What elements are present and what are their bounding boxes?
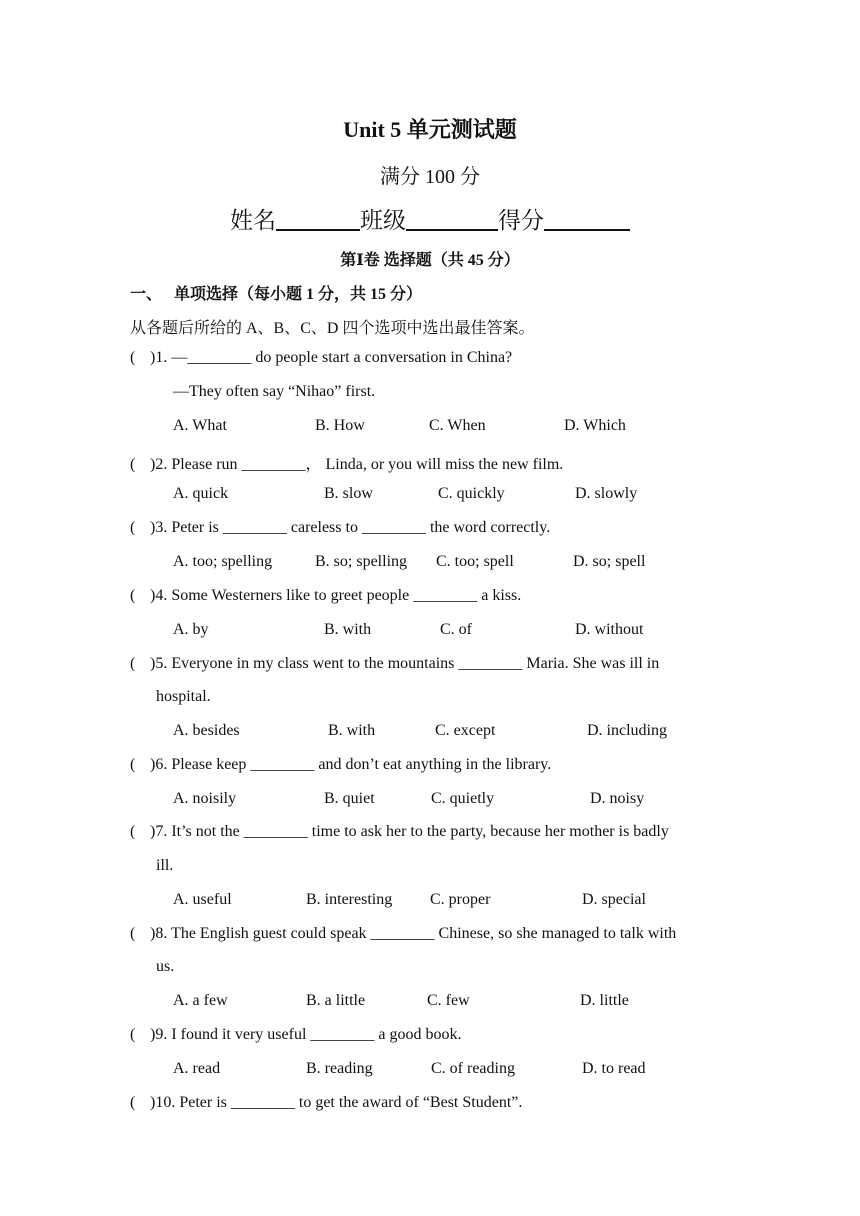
option-b[interactable]: B. with xyxy=(324,621,372,638)
option-b[interactable]: B. a little xyxy=(306,992,366,1009)
option-b[interactable]: B. How xyxy=(315,417,365,434)
option-d[interactable]: D. slowly xyxy=(575,485,638,502)
name-label: 姓名 xyxy=(230,208,276,233)
class-blank[interactable] xyxy=(406,207,498,231)
option-a[interactable]: A. a few xyxy=(173,992,228,1009)
answer-paren[interactable]: ( xyxy=(130,1026,136,1043)
option-a[interactable]: A. useful xyxy=(173,891,232,908)
answer-paren[interactable]: ( xyxy=(130,349,136,366)
question-stem: )1. —________ do people start a conversation in China? xyxy=(150,349,513,366)
question-stem: )5. Everyone in my class went to the mountains ________ Maria. She was ill in xyxy=(150,655,660,672)
option-a[interactable]: A. read xyxy=(173,1060,221,1077)
option-d[interactable]: D. noisy xyxy=(590,790,645,807)
question-stem: )6. Please keep ________ and don’t eat anything in the library. xyxy=(150,756,552,773)
option-c[interactable]: C. quietly xyxy=(431,790,495,807)
student-info-line xyxy=(0,202,860,235)
score-blank[interactable] xyxy=(544,207,630,231)
option-d[interactable]: D. without xyxy=(575,621,644,638)
option-a[interactable]: A. quick xyxy=(173,485,229,502)
question-7 xyxy=(130,823,669,841)
option-a[interactable]: A. too; spelling xyxy=(173,553,273,570)
option-c[interactable]: C. quickly xyxy=(438,485,505,502)
question-continuation: us. xyxy=(156,958,175,975)
section-number: 一、 xyxy=(130,286,163,303)
option-a[interactable]: A. besides xyxy=(173,722,240,739)
option-a[interactable]: A. by xyxy=(173,621,209,638)
question-3 xyxy=(130,519,550,537)
option-c[interactable]: C. except xyxy=(435,722,496,739)
answer-paren[interactable]: ( xyxy=(130,456,136,473)
question-stem: )3. Peter is ________ careless to ________ the word correctly. xyxy=(150,519,551,536)
question-continuation: ill. xyxy=(156,857,174,874)
option-c[interactable]: C. When xyxy=(429,417,486,434)
question-5 xyxy=(130,655,659,673)
exam-title: Unit 5 单元测试题 xyxy=(343,117,517,142)
option-a[interactable]: A. What xyxy=(173,417,227,434)
question-stem: )7. It’s not the ________ time to ask her to the party, because her mother is badly xyxy=(150,823,669,840)
question-10 xyxy=(130,1094,522,1112)
question-stem: )4. Some Westerners like to greet people ________ a kiss. xyxy=(150,587,522,604)
answer-paren[interactable]: ( xyxy=(130,587,136,604)
question-stem: )2. Please run ________， Linda, or you will miss the new film. xyxy=(150,456,564,473)
option-b[interactable]: B. so; spelling xyxy=(315,553,408,570)
question-stem: )10. Peter is ________ to get the award of “Best Student”. xyxy=(150,1094,523,1111)
answer-paren[interactable]: ( xyxy=(130,1094,136,1111)
question-6 xyxy=(130,756,551,774)
answer-paren[interactable]: ( xyxy=(130,756,136,773)
option-b[interactable]: B. reading xyxy=(306,1060,373,1077)
option-b[interactable]: B. slow xyxy=(324,485,373,502)
question-1 xyxy=(130,349,512,367)
section-title: 单项选择（每小题 1 分，共 15 分） xyxy=(174,286,423,303)
question-9 xyxy=(130,1026,462,1044)
question-stem: )9. I found it very useful ________ a good book. xyxy=(150,1026,462,1043)
option-b[interactable]: B. interesting xyxy=(306,891,393,908)
answer-paren[interactable]: ( xyxy=(130,925,136,942)
option-d[interactable]: D. including xyxy=(587,722,667,739)
question-1-reply: —They often say “Nihao” first. xyxy=(173,383,376,400)
name-blank[interactable] xyxy=(276,207,360,231)
section-instruction: 从各题后所给的 A、B、C、D 四个选项中选出最佳答案。 xyxy=(130,320,535,337)
option-c[interactable]: C. too; spell xyxy=(436,553,514,570)
full-score: 满分 100 分 xyxy=(380,166,480,188)
question-4 xyxy=(130,587,521,605)
option-c[interactable]: C. few xyxy=(427,992,470,1009)
option-d[interactable]: D. to read xyxy=(582,1060,646,1077)
option-b[interactable]: B. with xyxy=(328,722,376,739)
answer-paren[interactable]: ( xyxy=(130,823,136,840)
option-d[interactable]: D. little xyxy=(580,992,629,1009)
option-d[interactable]: D. special xyxy=(582,891,646,908)
option-c[interactable]: C. of xyxy=(440,621,472,638)
question-8 xyxy=(130,925,676,943)
section-heading xyxy=(130,281,422,304)
option-b[interactable]: B. quiet xyxy=(324,790,375,807)
question-continuation: hospital. xyxy=(156,688,211,705)
part-title: 第Ⅰ卷 选择题（共 45 分） xyxy=(340,252,520,269)
option-d[interactable]: D. Which xyxy=(564,417,626,434)
score-label: 得分 xyxy=(498,208,544,233)
option-c[interactable]: C. proper xyxy=(430,891,491,908)
option-a[interactable]: A. noisily xyxy=(173,790,237,807)
option-d[interactable]: D. so; spell xyxy=(573,553,646,570)
answer-paren[interactable]: ( xyxy=(130,655,136,672)
class-label: 班级 xyxy=(360,208,406,233)
option-c[interactable]: C. of reading xyxy=(431,1060,515,1077)
answer-paren[interactable]: ( xyxy=(130,519,136,536)
question-stem: )8. The English guest could speak ________ Chinese, so she managed to talk with xyxy=(150,925,677,942)
question-2 xyxy=(130,451,563,474)
